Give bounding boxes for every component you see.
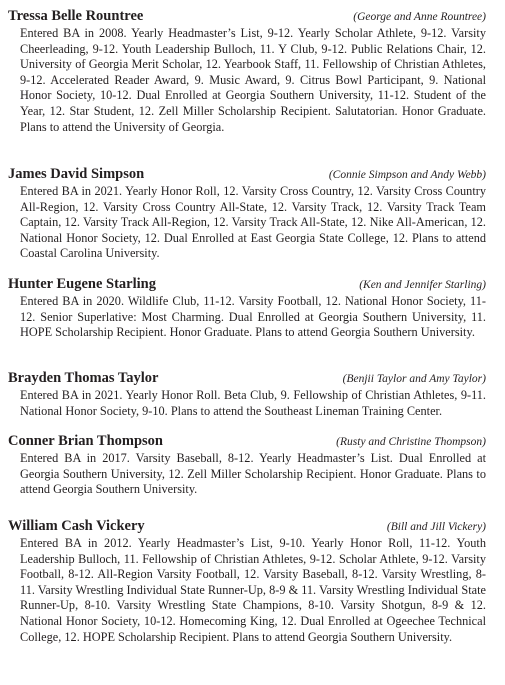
student-name: Brayden Thomas Taylor [8, 370, 159, 386]
entry-header [8, 516, 486, 536]
parents-names: (Ken and Jennifer Starling) [359, 279, 486, 291]
student-bio: Entered BA in 2008. Yearly Headmaster’s List, 9-12. Yearly Scholar Athlete, 9-12. Varsity Cheerleading, 9-12. Youth Leadership Bulloch, 11. Y Club, 9-12. Public Relations Chair, 12. University of Georgia Merit Scholar, 12. Yearbook Staff, 11. Fellowship of Christian Athletes, 9-12. Accelerated Reader Award, 9. Music Award, 9. Citrus Bowl Participant, 9. National Honor Society, 10-12. Dual Enrolled at Georgia Southern University, 11-12. Student of the Year, 12. Star Student, 12. Zell Miller Scholarship Recipient. Salutatorian. Honor Graduate. Plans to attend the University of Georgia. [20, 26, 486, 134]
entry-header [8, 274, 486, 294]
student-name: Tressa Belle Rountree [8, 8, 144, 24]
student-name: Hunter Eugene Starling [8, 276, 156, 292]
student-name: James David Simpson [8, 166, 145, 182]
student-bio: Entered BA in 2021. Yearly Honor Roll. Beta Club, 9. Fellowship of Christian Athletes, 9-11. National Honor Society, 9-10. Plans to attend the Southeast Lineman Training Center. [20, 388, 486, 418]
parents-names: (Connie Simpson and Andy Webb) [328, 169, 486, 181]
student-bio: Entered BA in 2012. Yearly Headmaster’s List, 9-10. Yearly Honor Roll, 11-12. Youth Leadership Bulloch, 11. Fellowship of Christian Athletes, 9-12. Scholar Athlete, 9-12. Varsity Football, 8-12. All-Region Varsity Football, 12. Varsity Baseball, 8-12. Varsity Wrestling, 8-11. Varsity Wrestling Individual State Runner-Up, 8-9 & 11. Varsity Wrestling Individual State Runner-Up, 8-10. Varsity Wrestling State Champions, 8-10. Varsity Shotgun, 8-9 & 12. National Honor Society, 10-12. Homecoming King, 12. Dual Enrolled at Ogeechee Technical College, 12. HOPE Scholarship Recipient. Plans to attend Georgia Southern University. [20, 536, 486, 644]
student-entry [8, 368, 486, 419]
student-entry [8, 431, 486, 498]
student-entry [8, 6, 486, 135]
student-entry [8, 164, 486, 262]
student-bio: Entered BA in 2017. Varsity Baseball, 8-12. Yearly Headmaster’s List. Dual Enrolled at Georgia Southern University, 12. Zell Miller Scholarship Recipient. Honor Graduate. Plans to attend Georgia Southern University. [20, 451, 486, 497]
entry-header [8, 164, 486, 184]
student-entry [8, 516, 486, 645]
student-name: Conner Brian Thompson [8, 433, 163, 449]
parents-names: (Benjii Taylor and Amy Taylor) [342, 373, 486, 385]
student-name: William Cash Vickery [8, 518, 145, 534]
parents-names: (Rusty and Christine Thompson) [336, 436, 486, 448]
entry-header [8, 6, 486, 26]
student-bio: Entered BA in 2020. Wildlife Club, 11-12. Varsity Football, 12. National Honor Society, 11-12. Senior Superlative: Most Charming. Dual Enrolled at Georgia Southern University, 11. HOPE Scholarship Recipient. Honor Graduate. Plans to attend Georgia Southern University. [20, 294, 486, 340]
entry-header [8, 368, 486, 388]
parents-names: (George and Anne Rountree) [353, 11, 486, 23]
student-entry [8, 274, 486, 341]
entry-header [8, 431, 486, 451]
parents-names: (Bill and Jill Vickery) [386, 521, 486, 533]
student-bio: Entered BA in 2021. Yearly Honor Roll, 12. Varsity Cross Country, 12. Varsity Cross Country All-Region, 12. Varsity Cross Country All-State, 12. Varsity Track, 12. Varsity Track Team Captain, 12. Varsity Track All-Region, 12. Varsity Track All-State, 12. Nike All-American, 12. National Honor Society, 12. Dual Enrolled at East Georgia State College, 12. Plans to attend Coastal Carolina University. [20, 184, 486, 261]
